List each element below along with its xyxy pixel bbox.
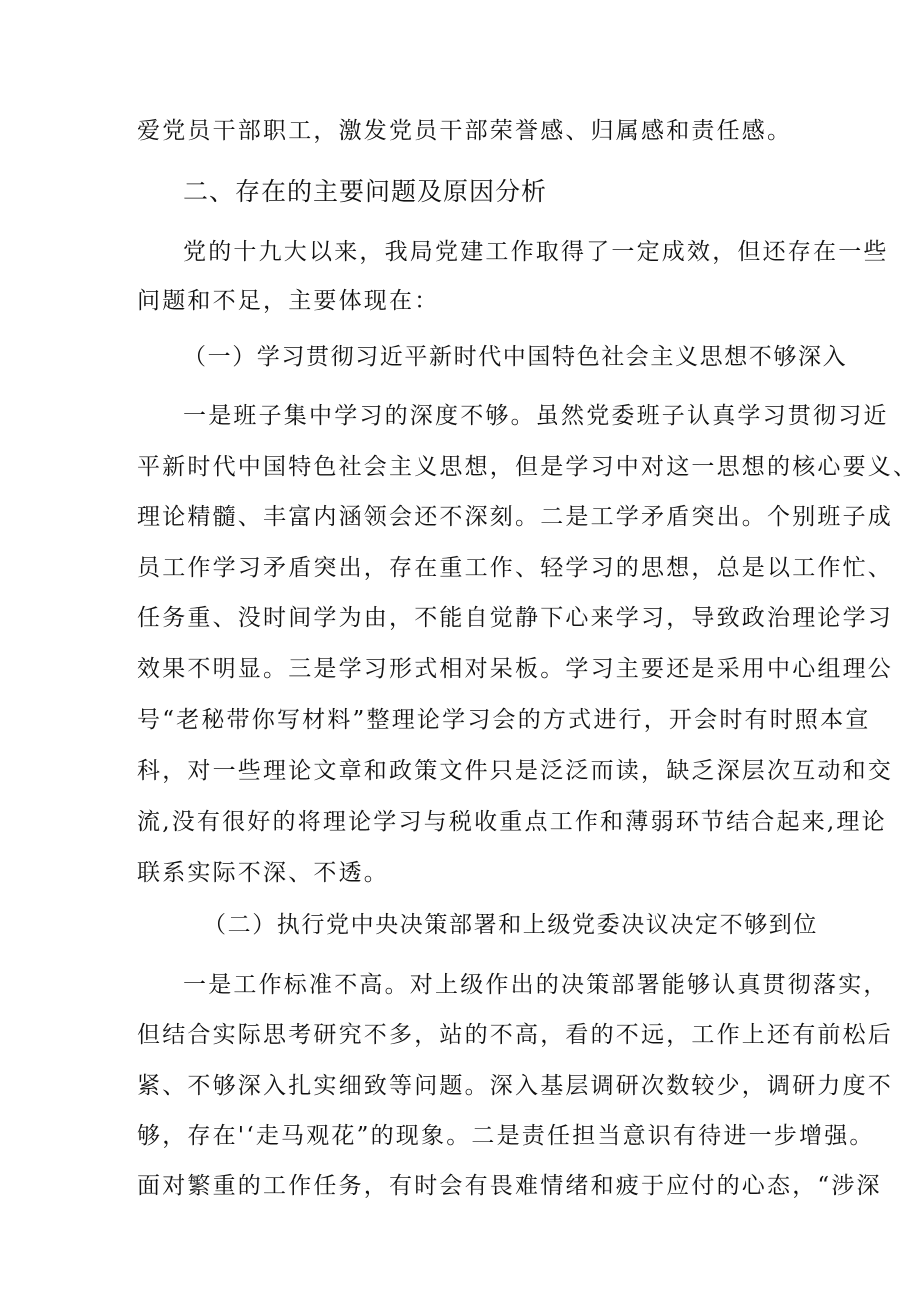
- paragraph-line: 党的十九大以来，我局党建工作取得了一定成效，但还存在一些: [183, 239, 889, 265]
- paragraph-line: 科，对一些理论文章和政策文件只是泛泛而读，缺乏深层次互动和交: [137, 758, 893, 784]
- paragraph-line: 面对繁重的工作任务，有时会有畏难情绪和疲于应付的心态，“涉深: [137, 1173, 882, 1199]
- paragraph-line: 流,没有很好的将理论学习与税收重点工作和薄弱环节结合起来,理论: [137, 809, 887, 835]
- paragraph-line: 一是班子集中学习的深度不够。虽然党委班子认真学习贯彻习近: [183, 403, 889, 429]
- paragraph-line: 爱党员干部职工，激发党员干部荣誉感、归属感和责任感。: [137, 118, 793, 144]
- paragraph-line: 效果不明显。三是学习形式相对呆板。学习主要还是采用中心组理公: [137, 656, 893, 682]
- paragraph-line: 任务重、没时间学为由，不能自觉静下心来学习，导致政治理论学习: [137, 605, 893, 631]
- paragraph-line: 问题和不足，主要体现在：: [137, 288, 440, 314]
- paragraph-line: 理论精髓、丰富内涵领会还不深刻。二是工学矛盾突出。个别班子成: [137, 504, 893, 530]
- paragraph-line: 一是工作标准不高。对上级作出的决策部署能够认真贯彻落实，: [183, 972, 889, 998]
- paragraph-line: 号“老秘带你写材料”整理论学习会的方式进行，开会时有时照本宣: [137, 707, 871, 733]
- paragraph-line: 员工作学习矛盾突出，存在重工作、轻学习的思想，总是以工作忙、: [137, 555, 893, 581]
- paragraph-line: 够，存在'‘走马观花”的现象。二是责任担当意识有待进一步增强。: [137, 1123, 875, 1149]
- paragraph-line: 联系实际不深、不透。: [137, 860, 389, 886]
- paragraph-line: 平新时代中国特色社会主义思想，但是学习中对这一思想的核心要义、: [137, 454, 919, 480]
- paragraph-line: 紧、不够深入扎实细致等问题。深入基层调研次数较少，调研力度不: [137, 1073, 893, 1099]
- subsection-heading: （二）执行党中央决策部署和上级党委决议决定不够到位: [203, 912, 818, 938]
- paragraph-line: 但结合实际思考研究不多，站的不高，看的不远，工作上还有前松后: [137, 1022, 893, 1048]
- section-heading: 二、存在的主要问题及原因分析: [183, 177, 548, 206]
- subsection-heading: （一）学习贯彻习近平新时代中国特色社会主义思想不够深入: [183, 344, 848, 370]
